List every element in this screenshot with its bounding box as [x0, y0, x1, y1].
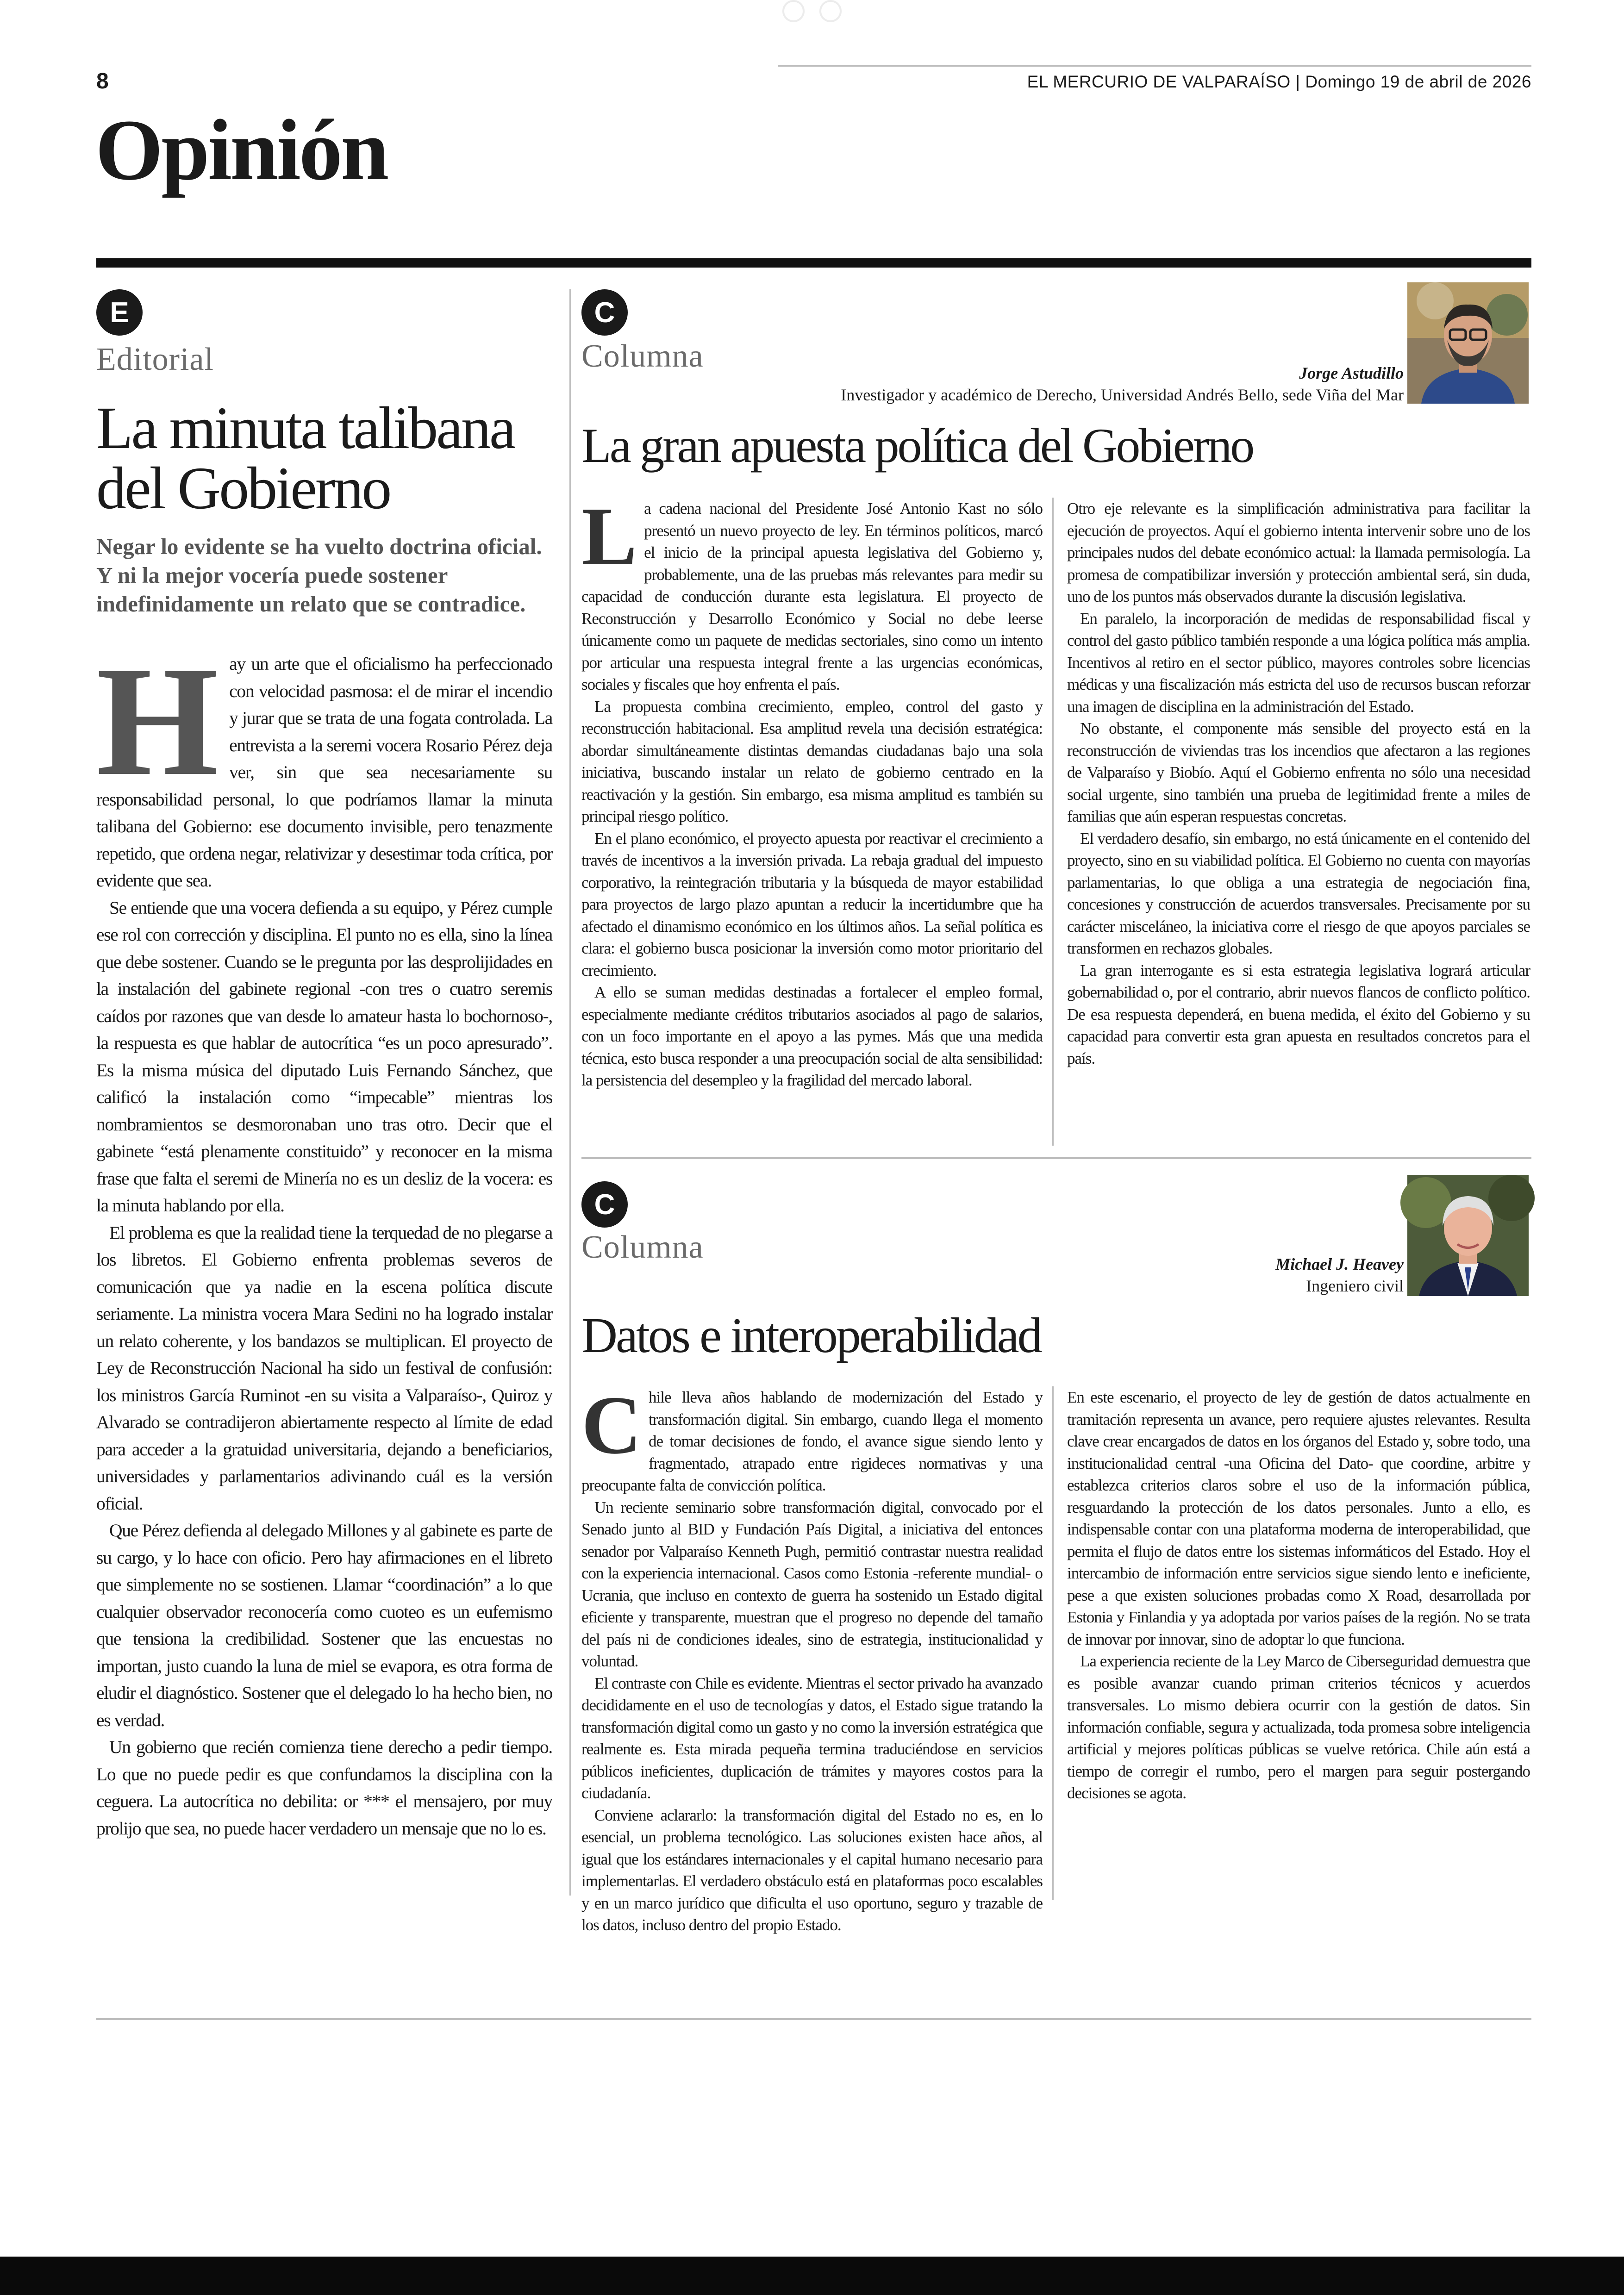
column2-paragraph: El contraste con Chile es evidente. Mientras el sector privado ha avanzado decididamente en el uso de tecnologías y datos, el Estado sigue tratando la transformación digital como un gasto y no como la inversión estratégica que realmente es. Esta mirada pequeña termina traduciéndose en servicios públicos ineficientes, duplicación de trámites y mayores costos para la ciudadanía.	[581, 1674, 1043, 1802]
page-bottom-rule	[96, 2018, 1531, 2020]
portrait-icon	[1407, 1175, 1529, 1296]
column2-paragraph: hile lleva años hablando de modernización del Estado y transformación digital. Sin embargo, cuando llega el momento de tomar decisiones de fondo, el avance sigue siendo lento y fragmentado, atrapado entre rigideces normativas y una preocupante falta de convicción política.	[581, 1388, 1043, 1494]
editorial-lead: Negar lo evidente se ha vuelto doctrina oficial. Y ni la mejor vocería puede sostener indefinidamente un relato que se contradice.	[96, 534, 542, 617]
column1-body-right	[1067, 498, 1530, 1146]
column1-paragraph: A ello se suman medidas destinadas a fortalecer el empleo formal, especialmente mediante créditos tributarios asociados al pago de salarios, con un foco importante en el apoyo a las pymes. Más que una medida técnica, esto busca responder a una preocupación social de alta sensibilidad: la persistencia del desempleo y la fragilidad del mercado laboral.	[581, 983, 1043, 1089]
page-number: 8	[96, 69, 109, 94]
editorial-paragraph: Se entiende que una vocera defienda a su equipo, y Pérez cumple ese rol con corrección y disciplina. El punto no es ella, sino la línea que debe sostener. Cuando se le pregunta por las desprolijidades en la instalación del gabinete regional -con tres o cuatro seremis caídos por razones que van desde lo amateur hasta lo bochornoso-, la respuesta es que hablar de autocrítica “es un poco apresurado”. Es la misma música del diputado Luis Fernando Sánchez, que calificó la instalación como “impecable” mientras los nombramientos se desmoronaban uno tras otro. Decir que el gabinete “está plenamente constituido” y reconocer en la misma frase que falta el seremi de Minería no es un desliz de la vocera: es la minuta hablando por ella.	[96, 897, 552, 1216]
column2-kind: Columna	[581, 1229, 704, 1265]
column1-inner-divider	[1052, 498, 1054, 1146]
column1-author-photo	[1407, 282, 1529, 404]
viewer-prev-dot[interactable]	[782, 0, 805, 22]
editorial-badge: E	[96, 289, 143, 336]
column2-paragraph: En este escenario, el proyecto de ley de gestión de datos actualmente en tramitación representa un avance, pero requiere ajustes relevantes. Resulta clave crear encargados de datos en los órganos del Estado y, sobre todo, una institucionalidad central -una Oficina del Dato- que coordine, arbitre y establezca criterios claros sobre el uso de la información pública, resguardando la protección de los datos personales. Junto a ello, es indispensable contar con una plataforma moderna de interoperabilidad, que permita el flujo de datos entre los sistemas informáticos del Estado. Hoy el intercambio de información entre servicios sigue siendo lento e ineficiente, pese a que existen soluciones probadas como X Road, desarrollada por Estonia y Finlandia y ya adoptada por varios países de la región. No se trata de innovar por innovar, sino de adoptar lo que funciona.	[1067, 1388, 1530, 1648]
editorial-title-line2: del Gobierno	[96, 455, 390, 522]
column1-dropcap: L	[581, 490, 637, 582]
editorial-paragraph: Un gobierno que recién comienza tiene derecho a pedir tiempo. Lo que no puede pedir es que confundamos la disciplina con la ceguera. La autocrítica no debilita: or *** el mensajero, por muy prolijo que sea, no puede hacer verdadero un mensaje que no lo es.	[96, 1737, 552, 1839]
column2-inner-divider	[1052, 1386, 1054, 1900]
masthead: EL MERCURIO DE VALPARAÍSO | Domingo 19 de abril de 2026	[1027, 72, 1531, 91]
editorial-paragraph: Que Pérez defienda al delegado Millones y al gabinete es parte de su cargo, y lo hace con oficio. Pero hay afirmaciones en el libreto que simplemente no se sostienen. Llamar “coordinación” a lo que cualquier observador reconocería como cuoteo es un eufemismo que tensiona la credibilidad. Sostener que las encuestas no importan, justo cuando la luna de miel se evapora, es otra forma de eludir el diagnóstico. Sostener que el delegado lo ha hecho bien, no es verdad.	[96, 1520, 552, 1730]
editorial-body	[96, 634, 552, 1905]
column2-badge: C	[581, 1181, 628, 1228]
column1-title: La gran apuesta política del Gobierno	[581, 418, 1253, 473]
viewer-bottom-bar	[0, 2257, 1624, 2295]
column2-author-photo	[1407, 1175, 1529, 1296]
column2-paragraph: La experiencia reciente de la Ley Marco de Ciberseguridad demuestra que es posible avanzar cuando priman criterios técnicos y acuerdos transversales. Lo mismo debiera ocurrir con la gestión de datos. Sin información confiable, segura y actualizada, toda promesa sobre inteligencia artificial y mejores políticas públicas se vuelve retórica. Chile aún está a tiempo de corregir el rumbo, pero el margen para seguir postergando decisiones se agota.	[1067, 1652, 1530, 1802]
column2-author-role: Ingeniero civil	[1306, 1277, 1404, 1295]
column1-kind: Columna	[581, 338, 704, 374]
column2-body-left	[581, 1379, 1043, 1934]
editorial-paragraph: El problema es que la realidad tiene la terquedad de no plegarse a los libretos. El Gobierno enfrenta problemas severos de comunicación que ya nadie en la escena política discute seriamente. La ministra vocera Mara Sedini no ha logrado instalar un relato coherente, y los bandazos se multiplican. El proyecto de Ley de Reconstrucción Nacional ha sido un festival de confusión: los ministros García Ruminot -en su visita a Valparaíso-, Quiroz y Alvarado se contradijeron abiertamente respecto al límite de edad para acceder a la gratuidad universitaria, dejando a beneficiarios, universidades y parlamentarios adivinando cuál es la versión oficial.	[96, 1222, 552, 1514]
column2-title: Datos e interoperabilidad	[581, 1308, 1041, 1363]
section-title: Opinión	[95, 101, 387, 198]
column1-paragraph: El verdadero desafío, sin embargo, no está únicamente en el contenido del proyecto, sino en su viabilidad política. El Gobierno no cuenta con mayorías parlamentarias, lo que obliga a una estrategia de negociación fina, concesiones y construcción de acuerdos transversales. Precisamente por su carácter misceláneo, la iniciativa corre el riesgo de que apoyos parciales se transformen en rechazos globales.	[1067, 829, 1530, 957]
column1-paragraph: No obstante, el componente más sensible del proyecto está en la reconstrucción de viviendas tras los incendios que afectaron a las regiones de Valparaíso y Biobío. Aquí el Gobierno enfrenta no sólo una necesidad social urgente, sino también una prueba de legitimidad frente a miles de familias que aún esperan respuestas concretas.	[1067, 719, 1530, 825]
column2-dropcap: C	[581, 1379, 641, 1471]
column1-paragraph: En el plano económico, el proyecto apuesta por reactivar el crecimiento a través de incentivos a la inversión privada. La rebaja gradual del impuesto corporativo, la reintegración tributaria y la búsqueda de mayor estabilidad para proyectos de largo plazo apuntan a reducir la incertidumbre que ha afectado el dinamismo económico en los últimos años. La señal política es clara: el gobierno busca posicionar la inversión como motor prioritario del crecimiento.	[581, 829, 1043, 979]
viewer-next-dot[interactable]	[819, 0, 842, 22]
column1-paragraph: Otro eje relevante es la simplificación administrativa para facilitar la ejecución de proyectos. Aquí el gobierno intenta intervenir sobre uno de los principales nudos del debate económico actual: la llamada permisología. La promesa de compatibilizar inversión y protección ambiental será, sin duda, uno de los puntos más observados durante la discusión legislativa.	[1067, 499, 1530, 605]
column1-paragraph: En paralelo, la incorporación de medidas de responsabilidad fiscal y control del gasto público también responde a una lógica política más amplia. Incentivos al retiro en el sector público, mayores controles sobre licencias médicas y una fiscalización más estricta del uso de recursos buscan reforzar una imagen de disciplina en la administración del Estado.	[1067, 609, 1530, 716]
column1-paragraph: a cadena nacional del Presidente José Antonio Kast no sólo presentó un nuevo proyecto de ley. En términos políticos, marcó el inicio de la principal apuesta legislativa del Gobierno y, probablemente, una de las pruebas más relevantes para medir su capacidad de conducción durante esta legislatura. El proyecto de Reconstrucción y Desarrollo Económico y Social no debe leerse únicamente como un paquete de medidas sectoriales, sino como un intento por articular una respuesta integral frente a las urgencias económicas, sociales y fiscales que hoy enfrenta el país.	[581, 499, 1043, 693]
editorial-dropcap: H	[96, 634, 219, 808]
header-rule	[778, 65, 1531, 67]
editorial-title	[96, 395, 559, 522]
column1-paragraph: La gran interrogante es si esta estrategia legislativa logrará articular gobernabilidad o, por el contrario, abrir nuevos flancos de conflicto político. De esa respuesta dependerá, en buena medida, el éxito del Gobierno y su capacidad para convertir esta gran apuesta en resultados concretos para el país.	[1067, 961, 1530, 1067]
section-bar	[96, 258, 1531, 268]
editorial-kind: Editorial	[96, 342, 214, 377]
column1-badge: C	[581, 289, 628, 336]
editorial-paragraph: ay un arte que el oficialismo ha perfeccionado con velocidad pasmosa: el de mirar el incendio y jurar que se trata de una fogata controlada. La entrevista a la seremi vocera Rosario Pérez deja ver, sin que sea necesariamente su responsabilidad personal, lo que podríamos llamar la minuta talibana del Gobierno: ese documento invisible, pero tenazmente repetido, que ordena negar, relativizar y desestimar toda crítica, por evidente que sea.	[96, 654, 552, 891]
column2-author-name: Michael J. Heavey	[1275, 1255, 1404, 1273]
column1-body-left	[581, 490, 1043, 1146]
editorial-title-line1: La minuta talibana	[96, 395, 514, 461]
column1-author-name: Jorge Astudillo	[1299, 364, 1404, 382]
column1-paragraph: La propuesta combina crecimiento, empleo, control del gasto y reconstrucción habitacional. Esa amplitud revela una decisión estratégica: abordar simultáneamente distintas demandas ciudadanas bajo una sola iniciativa, buscando instalar un relato de gobierno centrado en la reactivación y la gestión. Sin embargo, esa misma amplitud es también su principal riesgo político.	[581, 697, 1043, 825]
column2-paragraph: Conviene aclararlo: la transformación digital del Estado no es, en lo esencial, un problema tecnológico. Las soluciones existen hace años, al igual que los estándares internacionales y el capital humano necesario para implementarlas. El verdadero obstáculo está en plataformas poco escalables y en un marco jurídico que dificulta el uso oportuno, seguro y trazable de los datos, incluso dentro del propio Estado.	[581, 1806, 1043, 1934]
column1-author-role: Investigador y académico de Derecho, Universidad Andrés Bello, sede Viña del Mar	[841, 386, 1404, 404]
column2-body-right	[1067, 1386, 1530, 1900]
portrait-icon	[1407, 282, 1529, 404]
column2-paragraph: Un reciente seminario sobre transformación digital, convocado por el Senado junto al BID y Fundación País Digital, a iniciativa del entonces senador por Valparaíso Kenneth Pugh, permitió contrastar nuestra realidad con la experiencia internacional. Casos como Estonia -referente mundial- o Ucrania, que incluso en contexto de guerra ha sostenido un Estado digital eficiente y transparente, muestran que el progreso no depende del tamaño del país ni de condiciones ideales, sino de estrategia, institucionalidad y voluntad.	[581, 1498, 1043, 1670]
column-divider	[569, 289, 571, 1896]
column-separator	[581, 1157, 1531, 1159]
